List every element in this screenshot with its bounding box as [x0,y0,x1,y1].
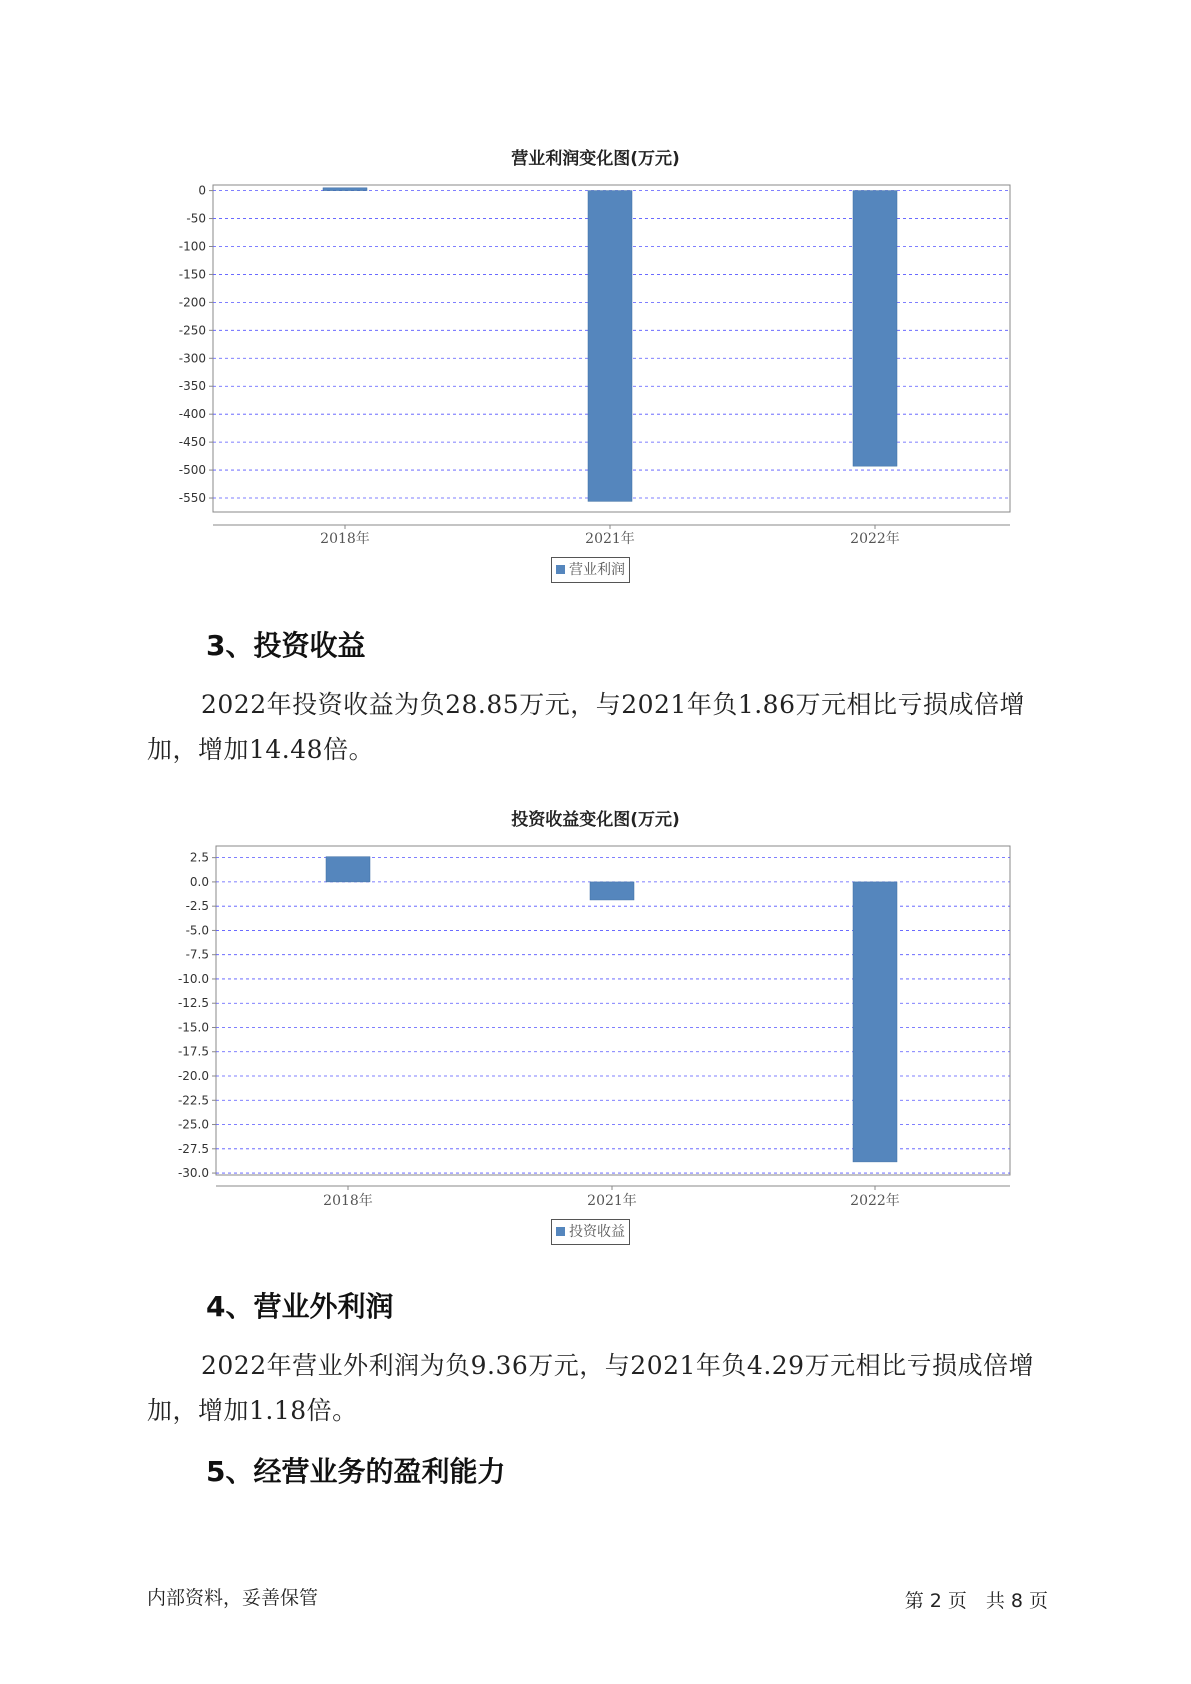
chart-title-investment-income: 投资收益变化图(万元) [511,810,680,830]
section-text-non-operating-profit: 2022年营业外利润为负9.36万元，与2021年负4.29万元相比亏损成倍增加，增加1.18倍。 [147,1351,1035,1425]
y-tick-label: -17.5 [177,1044,209,1059]
page-current: 2 [929,1590,942,1612]
y-tick-label: -50 [186,211,206,226]
y-tick-label: -30.0 [177,1166,209,1181]
chart-legend-investment-income [551,1219,630,1245]
y-tick-label: -500 [178,463,206,478]
bar-2021年 [590,882,634,900]
section-heading-business-profitability: 5、经营业务的盈利能力 [206,1455,506,1488]
x-tick-label: 2018年 [323,1193,373,1209]
section-text-investment-income: 2022年投资收益为负28.85万元，与2021年负1.86万元相比亏损成倍增加，增加14.48倍。 [147,690,1025,764]
footer-page-number [902,1586,1051,1613]
footer-confidential-note: 内部资料，妥善保管 [147,1587,319,1609]
x-tick-label: 2021年 [587,1193,637,1209]
page-total: 8 [1010,1590,1023,1612]
x-tick-label: 2021年 [585,531,635,547]
y-tick-label: -400 [178,407,206,422]
page-suffix: 页 [1028,1590,1048,1612]
section-heading-investment-income: 3、投资收益 [206,629,366,662]
x-tick-label: 2018年 [320,531,370,547]
legend-label: 投资收益 [569,1224,625,1240]
page-mid: 页 共 [947,1590,1005,1612]
y-tick-label: -22.5 [177,1093,209,1108]
bar-2022年 [853,882,897,1162]
y-tick-label: -450 [178,435,206,450]
y-tick-label: -550 [178,491,206,506]
y-tick-label: -250 [178,323,206,338]
y-tick-label: -300 [178,351,206,366]
y-tick-label: -27.5 [177,1141,209,1156]
y-tick-label: -5.0 [185,923,209,938]
chart-title-operating-profit: 营业利润变化图(万元) [511,149,680,169]
y-tick-label: -100 [178,239,206,254]
y-tick-label: -150 [178,267,206,282]
y-tick-label: -15.0 [177,1020,209,1035]
y-tick-label: -25.0 [177,1117,209,1132]
y-tick-label: -350 [178,379,206,394]
bar-2018年 [326,857,370,882]
y-tick-label: -10.0 [177,971,209,986]
legend-swatch [556,1227,565,1236]
y-tick-label: 0 [198,183,206,198]
y-tick-label: -20.0 [177,1069,209,1084]
legend-label: 营业利润 [569,562,625,578]
y-tick-label: -2.5 [185,899,209,914]
page-prefix: 第 [904,1590,924,1612]
section-heading-non-operating-profit: 4、营业外利润 [206,1290,394,1323]
y-tick-label: -7.5 [185,947,209,962]
y-tick-label: -200 [178,295,206,310]
x-tick-label: 2022年 [850,1193,900,1209]
y-tick-label: 2.5 [189,850,209,865]
y-tick-label: 0.0 [189,874,209,889]
x-tick-label: 2022年 [850,531,900,547]
y-tick-label: -12.5 [177,996,209,1011]
